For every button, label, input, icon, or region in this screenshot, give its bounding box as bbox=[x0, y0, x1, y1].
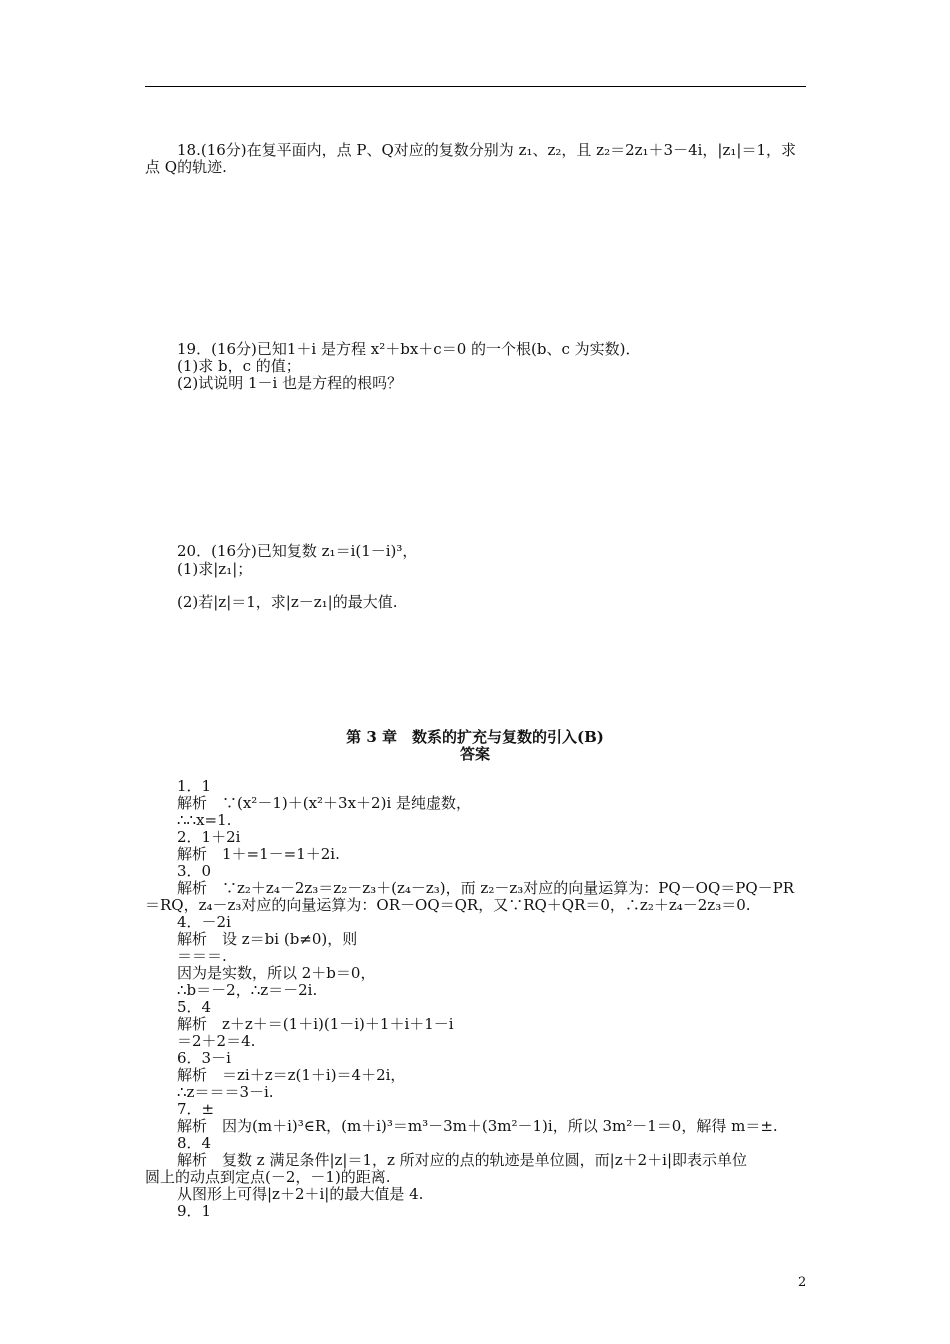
answer-line: 从图形上可得|z＋2＋i|的最大值是 4. bbox=[177, 1185, 424, 1203]
answer-line: 5．4 bbox=[177, 998, 212, 1016]
answer-line: ＝＝＝. bbox=[177, 947, 227, 965]
question-20-line-2: (1)求|z₁|； bbox=[177, 560, 253, 578]
answer-line: 解析 ＝zi＋z＝z(1＋i)＝4＋2i， bbox=[177, 1066, 406, 1084]
answer-line: 解析 设 z＝bi (b≠0)，则 bbox=[177, 930, 358, 948]
answer-line: ∴z＝＝＝3－i. bbox=[177, 1083, 274, 1101]
question-20-line-3: (2)若|z|＝1，求|z－z₁|的最大值. bbox=[177, 593, 398, 611]
answer-line: 解析 ∵(x²－1)＋(x²＋3x＋2)i 是纯虚数， bbox=[177, 794, 472, 812]
question-19-line-1: 19．(16分)已知1＋i 是方程 x²＋bx＋c＝0 的一个根(b、c 为实数)． bbox=[177, 340, 641, 358]
answer-line: 解析 ∵z₂＋z₄－2z₃＝z₂－z₃＋(z₄－z₃)，而 z₂－z₃对应的向量运算为：PQ－OQ＝PQ－PR bbox=[177, 879, 795, 897]
answer-line: 圆上的动点到定点(－2，－1)的距离. bbox=[145, 1168, 391, 1186]
answer-line: ∴∴x=1. bbox=[177, 811, 232, 829]
answer-line: 2．1＋2i bbox=[177, 828, 241, 846]
answer-line: 3．0 bbox=[177, 862, 212, 880]
section-title: 第 3 章 数系的扩充与复数的引入(B) bbox=[346, 728, 604, 746]
answer-line: 解析 复数 z 满足条件|z|＝1，z 所对应的点的轨迹是单位圆，而|z＋2＋i|即表示单位 bbox=[177, 1151, 748, 1169]
answer-line: 因为是实数，所以 2＋b＝0， bbox=[177, 964, 376, 982]
question-20-line-1: 20．(16分)已知复数 z₁＝i(1－i)³， bbox=[177, 542, 418, 560]
section-subtitle: 答案 bbox=[459, 745, 490, 763]
answer-line: 解析 因为(m＋i)³∈R，(m＋i)³＝m³－3m＋(3m²－1)i，所以 3m²－1＝0，解得 m＝±. bbox=[177, 1117, 778, 1135]
answer-line: 6．3－i bbox=[177, 1049, 231, 1067]
answer-line: 1．1 bbox=[177, 777, 212, 795]
question-19-line-2: (1)求 b，c 的值； bbox=[177, 357, 301, 375]
answer-line: ∴b＝－2，∴z＝－2i. bbox=[177, 981, 318, 999]
answer-line: 4．－2i bbox=[177, 913, 231, 931]
question-18-line-1: 18.(16分)在复平面内，点 P、Q对应的复数分别为 z₁、z₂，且 z₂＝2z₁＋3－4i，|z₁|＝1，求 bbox=[177, 141, 797, 159]
answer-line: 解析 1＋=1－=1＋2i. bbox=[177, 845, 340, 863]
answer-line: ＝2＋2＝4. bbox=[177, 1032, 256, 1050]
page-number: 2 bbox=[798, 1275, 807, 1290]
answer-line: 解析 z＋z＋＝(1＋i)(1－i)＋1＋i＋1－i bbox=[177, 1015, 454, 1033]
question-18-line-2: 点 Q的轨迹. bbox=[145, 158, 227, 176]
answer-line: ＝RQ，z₄－z₃对应的向量运算为：OR－OQ＝QR，又∵RQ＋QR＝0，∴z₂＋z₄－2z₃＝0. bbox=[145, 896, 751, 914]
header-rule bbox=[145, 86, 806, 87]
question-19-line-3: (2)试说明 1－i 也是方程的根吗？ bbox=[177, 374, 403, 392]
answer-line: 8．4 bbox=[177, 1134, 212, 1152]
answer-line: 9．1 bbox=[177, 1202, 212, 1220]
answer-line: 7．± bbox=[177, 1100, 215, 1118]
